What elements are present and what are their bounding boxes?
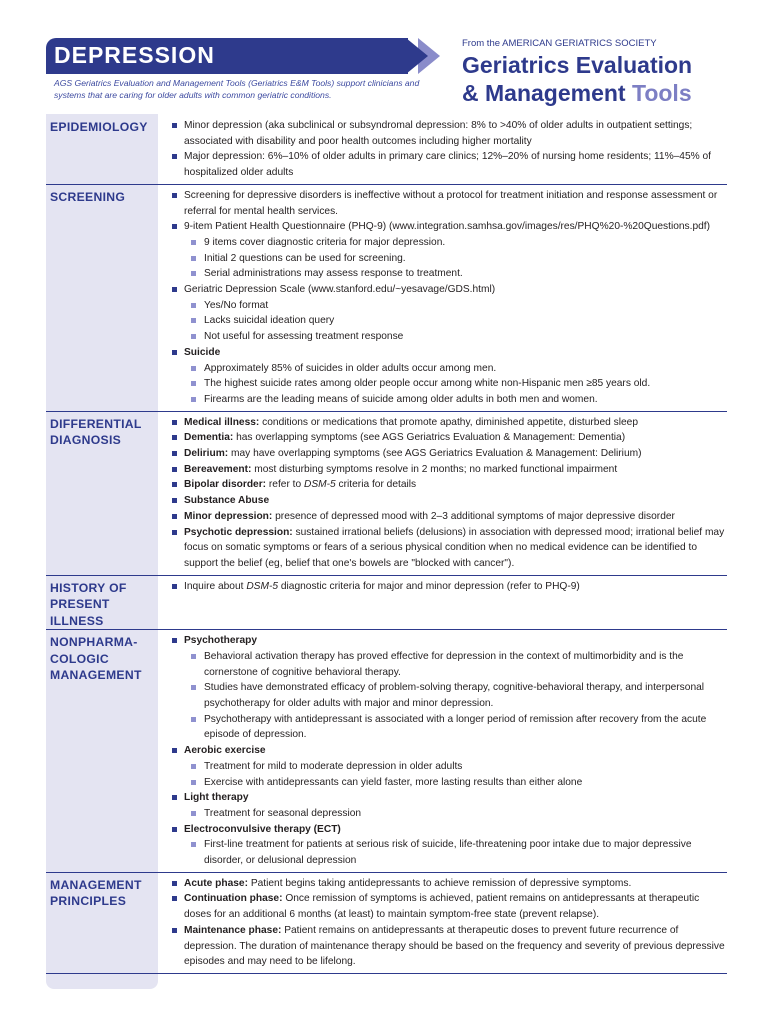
section-body (158, 115, 727, 184)
definition: Once remission of symptoms is achieved, patient remains on antidepressants at therapeutic doses for an additional 6 months (at least) to maintain symptom-free state (prevent relapse). (184, 893, 700, 921)
list-item (166, 509, 727, 525)
list-item (166, 923, 727, 970)
section-body (158, 576, 727, 630)
section-screening (46, 185, 727, 412)
list-item (166, 493, 727, 509)
brand-title-tools: Tools (631, 80, 692, 106)
brand-title-line1: Geriatrics Evaluation (462, 52, 693, 78)
list-item-heading: Suicide (184, 346, 221, 358)
section-label: HISTORY OF PRESENT ILLNESS (50, 580, 127, 628)
sub-list-item: Exercise with antidepressants can yield faster, more lasting results than either alone (184, 775, 727, 791)
list-item-heading: Electroconvulsive therapy (ECT) (184, 823, 341, 835)
intro-text: AGS Geriatrics Evaluation and Management Tools (Geriatrics E&M Tools) support clinicians and systems that are caring for older adults with common geriatric conditions. (54, 78, 420, 100)
term: Delirium: (184, 448, 229, 460)
section-differential-diagnosis (46, 412, 727, 576)
list-item (166, 579, 727, 595)
list-item (166, 219, 727, 282)
definition: refer to (266, 479, 305, 491)
brand-title-line2 (462, 80, 692, 107)
sub-list-item: Initial 2 questions can be used for screening. (184, 251, 727, 267)
definition-italic: DSM-5 (304, 479, 336, 491)
list-item (166, 462, 727, 478)
list-item-text: 9-item Patient Health Questionnaire (PHQ-9) (www.integration.samhsa.gov/images/res/PHQ%20-%20Questions.pdf) (184, 221, 711, 233)
term: Substance Abuse (184, 495, 270, 507)
list-item-heading: Psychotherapy (184, 635, 258, 647)
list-item (166, 633, 727, 743)
section-body (158, 873, 727, 973)
sub-list-item: Not useful for assessing treatment response (184, 329, 727, 345)
section-label: MANAGEMENT PRINCIPLES (50, 877, 142, 909)
term: Minor depression: (184, 510, 273, 522)
section-body (158, 412, 727, 575)
sub-list-item: The highest suicide rates among older people occur among white non-Hispanic men ≥85 years old. (184, 376, 727, 392)
sub-list-item: Firearms are the leading means of suicide among older adults in both men and women. (184, 392, 727, 408)
definition: conditions or medications that promote apathy, diminished appetite, disturbed sleep (259, 416, 638, 428)
definition: sustained irrational beliefs (delusions) in association with depressed mood; irrational belief may focus on somatic symptoms or fears of a serious physical condition when no medical evidence can be identified to support the belief (eg, belief that one's bowels are "blocked with cancer"). (184, 526, 725, 569)
section-label: EPIDEMIOLOGY (50, 120, 148, 134)
definition: presence of depressed mood with 2–3 additional symptoms of major depressive disorder (272, 510, 675, 522)
list-item-heading: Aerobic exercise (184, 745, 266, 757)
list-item (166, 822, 727, 869)
term: Medical illness: (184, 416, 260, 428)
list-item (166, 282, 727, 345)
term: Psychotic depression: (184, 526, 293, 538)
brand-title-management: & Management (462, 80, 632, 106)
text-italic: DSM-5 (246, 580, 279, 592)
section-nonpharmacologic-management (46, 630, 727, 873)
section-management-principles (46, 873, 727, 974)
banner-arrow (406, 38, 428, 74)
sub-list-item: Behavioral activation therapy has proved effective for depression in the context of multimorbidity and is the cornerstone of cognitive behavioral therapy. (184, 649, 727, 680)
section-history-of-present-illness (46, 576, 727, 631)
section-label: SCREENING (50, 189, 126, 204)
page-title: DEPRESSION (54, 42, 215, 68)
definition: most disturbing symptoms resolve in 2 months; no marked functional impairment (251, 463, 618, 475)
list-item (166, 345, 727, 408)
sub-list-item: Approximately 85% of suicides in older adults occur among men. (184, 361, 727, 377)
definition: Patient begins taking antidepressants to achieve remission of depressive symptoms. (247, 877, 632, 889)
list-item: Screening for depressive disorders is ineffective without a protocol for treatment initiation and response assessment or referral for mental health services. (166, 188, 727, 219)
sub-list-item: 9 items cover diagnostic criteria for major depression. (184, 235, 727, 251)
list-item (166, 446, 727, 462)
content-table (46, 115, 727, 974)
text: Inquire about (184, 580, 247, 592)
sub-list-item: Serial administrations may assess response to treatment. (184, 266, 727, 282)
list-item (166, 525, 727, 572)
definition: may have overlapping symptoms (see AGS Geriatrics Evaluation & Management: Delirium) (228, 448, 642, 460)
term: Bipolar disorder: (184, 479, 267, 491)
section-epidemiology (46, 115, 727, 185)
definition: Patient remains on antidepressants at therapeutic doses to prevent future recurrence of depression. The duration of maintenance therapy should be based on the frequency and severity of previous depressive episodes and may need to be lifelong. (184, 924, 725, 968)
sub-list-item: Studies have demonstrated efficacy of problem-solving therapy, cognitive-behavioral therapy, and interpersonal psychotherapy for older adults with major and minor depression. (184, 680, 727, 711)
term: Bereavement: (184, 463, 252, 475)
definition: criteria for details (335, 479, 417, 491)
sub-list-item: Lacks suicidal ideation query (184, 313, 727, 329)
sub-list-item: First-line treatment for patients at serious risk of suicide, life-threatening poor intake due to major depressive disorder, or delusional depression (184, 837, 727, 868)
list-item (166, 415, 727, 431)
list-item: Major depression: 6%–10% of older adults in primary care clinics; 12%–20% of nursing home residents; 11%–45% of hospitalized older adults (166, 149, 727, 180)
list-item (166, 891, 727, 922)
list-item (166, 743, 727, 790)
section-label: NONPHARMA- COLOGIC MANAGEMENT (50, 635, 142, 683)
sub-list-item: Treatment for seasonal depression (184, 806, 727, 822)
term: Dementia: (184, 432, 234, 444)
section-body (158, 185, 727, 411)
list-item (166, 876, 727, 892)
list-item (166, 790, 727, 821)
list-item-heading: Light therapy (184, 792, 249, 804)
sub-list-item: Treatment for mild to moderate depression in older adults (184, 759, 727, 775)
text: diagnostic criteria for major and minor depression (refer to PHQ-9) (278, 580, 580, 592)
section-label: DIFFERENTIAL DIAGNOSIS (50, 416, 142, 448)
list-item (166, 430, 727, 446)
sub-list-item: Psychotherapy with antidepressant is associated with a longer period of remission after recovery from the acute episode of depression. (184, 712, 727, 743)
list-item (166, 477, 727, 493)
section-body (158, 630, 727, 872)
definition: has overlapping symptoms (see AGS Geriatrics Evaluation & Management: Dementia) (233, 432, 626, 444)
term: Continuation phase: (184, 893, 283, 905)
brand-from: From the AMERICAN GERIATRICS SOCIETY (462, 38, 657, 49)
sub-list-item: Yes/No format (184, 298, 727, 314)
term: Maintenance phase: (184, 924, 282, 936)
list-item: Minor depression (aka subclinical or subsyndromal depression: 8% to >40% of older adults in outpatient settings; associated with disability and poor health outcomes including higher mortality (166, 118, 727, 149)
list-item-text: Geriatric Depression Scale (www.stanford.edu/~yesavage/GDS.html) (184, 284, 496, 296)
term: Acute phase: (184, 877, 248, 889)
